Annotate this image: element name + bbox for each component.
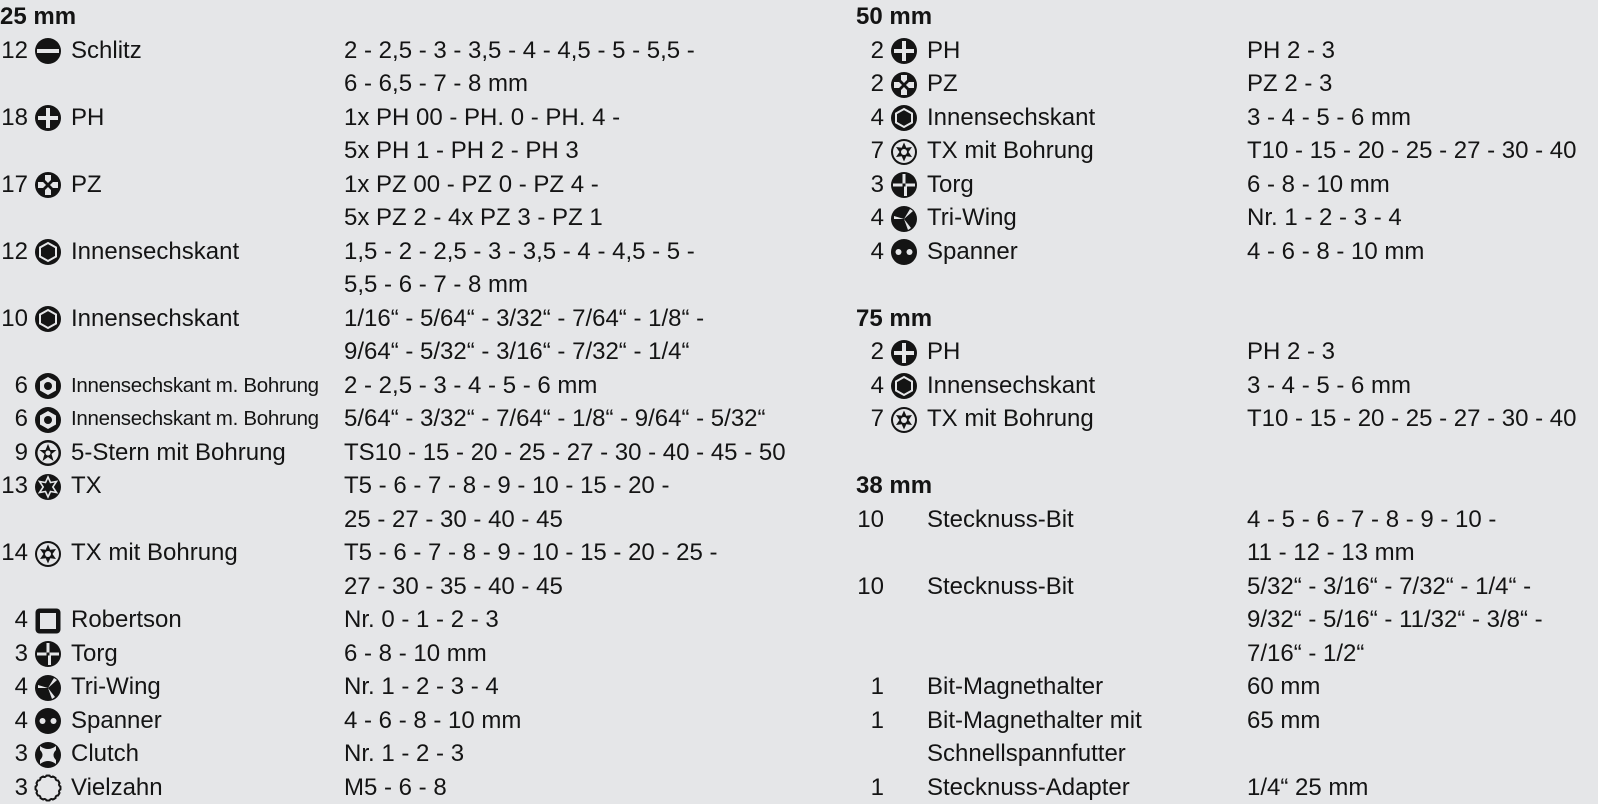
list-item [0,637,800,671]
bit-type-name: TX mit Bohrung [927,402,1094,436]
slot-icon [34,37,62,65]
quantity: 4 [856,369,884,403]
quantity: 2 [856,34,884,68]
size-line: 4 - 6 - 8 - 10 mm [344,704,800,738]
size-values [1247,235,1598,269]
bit-type-name: Torg [927,168,974,202]
quantity: 12 [0,235,28,269]
size-line: 65 mm [1247,704,1598,738]
bit-type-name: Stecknuss-Bit [927,503,1074,537]
hex-tamper-icon [34,406,62,434]
hex-icon [890,372,918,400]
bit-type-name: TX mit Bohrung [71,536,238,570]
list-item [856,335,1598,369]
list-item [856,402,1598,436]
section-title: 38 mm [856,469,1598,503]
size-line: PH 2 - 3 [1247,335,1598,369]
size-values [344,469,800,536]
size-line: 5,5 - 6 - 7 - 8 mm [344,268,800,302]
size-line: 4 - 6 - 8 - 10 mm [1247,235,1598,269]
torx-tamper-icon [890,138,918,166]
size-values [1247,670,1598,704]
quantity: 4 [856,201,884,235]
bit-type-name: PZ [927,67,958,101]
bit-type-name: Clutch [71,737,139,771]
list-item [0,536,800,603]
robertson-icon [34,607,62,635]
size-values [1247,704,1598,771]
section-title: 75 mm [856,302,1598,336]
list-item [856,570,1598,671]
clutch-icon [34,741,62,769]
bit-type-name: PH [927,34,960,68]
pozidriv-icon [34,171,62,199]
list-item [856,670,1598,704]
list-item [856,201,1598,235]
size-line: 1/4“ 25 mm [1247,771,1598,804]
phillips-icon [34,104,62,132]
section-title: 25 mm [0,0,800,34]
list-item [0,603,800,637]
quantity: 4 [0,704,28,738]
size-values [344,637,800,671]
size-line: 7/16“ - 1/2“ [1247,637,1598,671]
size-values [1247,67,1598,101]
section-title: 50 mm [856,0,1598,34]
quantity: 4 [856,235,884,269]
bit-type-name: PH [927,335,960,369]
size-line: PH 2 - 3 [1247,34,1598,68]
bit-type-name: Bit-Magnethalter [927,670,1103,704]
size-line: 1x PZ 00 - PZ 0 - PZ 4 - [344,168,800,202]
size-values [344,302,800,369]
quantity: 3 [856,168,884,202]
bit-type-name: TX mit Bohrung [927,134,1094,168]
quantity: 4 [0,603,28,637]
bit-type-name: Innensechskant m. Bohrung [71,402,319,436]
size-values [344,436,800,470]
quantity: 7 [856,402,884,436]
size-values [1247,335,1598,369]
bit-type-name: Innensechskant [71,302,239,336]
list-item [856,101,1598,135]
list-item [0,737,800,771]
bit-type-name: Tri-Wing [927,201,1017,235]
size-values [344,369,800,403]
size-values [344,101,800,168]
hex-tamper-icon [34,372,62,400]
size-line: Nr. 1 - 2 - 3 [344,737,800,771]
size-values [344,168,800,235]
quantity: 9 [0,436,28,470]
size-values [1247,402,1598,436]
size-line: 5x PH 1 - PH 2 - PH 3 [344,134,800,168]
quantity: 7 [856,134,884,168]
bit-type-name: Stecknuss-Adapter [927,771,1130,804]
bit-type-name: Stecknuss-Bit [927,570,1074,604]
size-values [1247,369,1598,403]
bit-type-name: Spanner [927,235,1018,269]
list-item [856,771,1598,804]
torx-tamper-icon [890,406,918,434]
bit-type-name: Innensechskant [927,369,1095,403]
size-line: 1/16“ - 5/64“ - 3/32“ - 7/64“ - 1/8“ - [344,302,800,336]
quantity: 1 [856,704,884,738]
list-item [0,235,800,302]
size-line: 60 mm [1247,670,1598,704]
size-values [1247,503,1598,570]
size-line: 27 - 30 - 35 - 40 - 45 [344,570,800,604]
hex-icon [890,104,918,132]
size-values [1247,771,1598,804]
bit-type-name: Torg [71,637,118,671]
size-values [344,402,800,436]
pozidriv-icon [890,71,918,99]
size-line: T5 - 6 - 7 - 8 - 9 - 10 - 15 - 20 - 25 - [344,536,800,570]
size-values [344,771,800,804]
list-item [0,369,800,403]
size-values [1247,201,1598,235]
size-line: 2 - 2,5 - 3 - 4 - 5 - 6 mm [344,369,800,403]
list-item [0,302,800,369]
size-values [344,34,800,101]
size-line: 5/64“ - 3/32“ - 7/64“ - 1/8“ - 9/64“ - 5/32“ [344,402,800,436]
torq-icon [890,171,918,199]
tri-wing-icon [34,674,62,702]
hex-icon [34,305,62,333]
list-item [0,704,800,738]
bit-type-name: Spanner [71,704,162,738]
phillips-icon [890,339,918,367]
quantity: 2 [856,67,884,101]
bit-type-name: Vielzahn [71,771,163,804]
size-line: 6 - 8 - 10 mm [1247,168,1598,202]
quantity: 6 [0,402,28,436]
tri-wing-icon [890,205,918,233]
size-line: T5 - 6 - 7 - 8 - 9 - 10 - 15 - 20 - [344,469,800,503]
quantity: 10 [856,503,884,537]
size-line: 9/32“ - 5/16“ - 11/32“ - 3/8“ - [1247,603,1598,637]
size-line: Nr. 0 - 1 - 2 - 3 [344,603,800,637]
size-line: 6 - 6,5 - 7 - 8 mm [344,67,800,101]
bit-type-name: Schlitz [71,34,142,68]
size-line: Nr. 1 - 2 - 3 - 4 [344,670,800,704]
list-item [0,771,800,804]
quantity: 4 [856,101,884,135]
list-item [0,168,800,235]
size-values [1247,168,1598,202]
five-star-icon [34,439,62,467]
size-values [344,737,800,771]
list-item [856,34,1598,68]
size-line: T10 - 15 - 20 - 25 - 27 - 30 - 40 [1247,402,1598,436]
quantity: 12 [0,34,28,68]
bit-type-name: Innensechskant [71,235,239,269]
quantity: 10 [856,570,884,604]
bit-type-name: 5-Stern mit Bohrung [71,436,286,470]
quantity: 6 [0,369,28,403]
size-line: 3 - 4 - 5 - 6 mm [1247,369,1598,403]
bit-type-name: Bit-Magnethalter mit [927,704,1142,738]
torx-tamper-icon [34,540,62,568]
size-line: 6 - 8 - 10 mm [344,637,800,671]
quantity: 17 [0,168,28,202]
list-item [0,469,800,536]
size-line: 4 - 5 - 6 - 7 - 8 - 9 - 10 - [1247,503,1598,537]
size-values [344,670,800,704]
size-values [1247,570,1598,671]
size-line: 3 - 4 - 5 - 6 mm [1247,101,1598,135]
quantity: 1 [856,670,884,704]
phillips-icon [890,37,918,65]
quantity: 3 [0,637,28,671]
quantity: 4 [0,670,28,704]
size-values [344,235,800,302]
list-item [856,67,1598,101]
size-values [1247,134,1598,168]
size-line: 9/64“ - 5/32“ - 3/16“ - 7/32“ - 1/4“ [344,335,800,369]
quantity: 13 [0,469,28,503]
list-item [856,704,1598,771]
size-values [344,704,800,738]
bit-type-name: Robertson [71,603,182,637]
quantity: 14 [0,536,28,570]
torq-icon [34,640,62,668]
size-line: 5/32“ - 3/16“ - 7/32“ - 1/4“ - [1247,570,1598,604]
quantity: 3 [0,737,28,771]
bit-type-name: PH [71,101,104,135]
list-item [0,436,800,470]
list-item [0,670,800,704]
spanner-icon [34,707,62,735]
list-item [856,134,1598,168]
hex-icon [34,238,62,266]
bit-type-name: TX [71,469,102,503]
bit-type-name: Innensechskant m. Bohrung [71,369,319,403]
size-values [1247,101,1598,135]
size-line: 5x PZ 2 - 4x PZ 3 - PZ 1 [344,201,800,235]
quantity: 1 [856,771,884,804]
quantity: 10 [0,302,28,336]
list-item [856,235,1598,269]
size-line: 2 - 2,5 - 3 - 3,5 - 4 - 4,5 - 5 - 5,5 - [344,34,800,68]
size-line: Nr. 1 - 2 - 3 - 4 [1247,201,1598,235]
size-line: 1,5 - 2 - 2,5 - 3 - 3,5 - 4 - 4,5 - 5 - [344,235,800,269]
size-line: 1x PH 00 - PH. 0 - PH. 4 - [344,101,800,135]
quantity: 3 [0,771,28,804]
bit-type-name: Tri-Wing [71,670,161,704]
size-line: TS10 - 15 - 20 - 25 - 27 - 30 - 40 - 45 - 50 [344,436,800,470]
quantity: 2 [856,335,884,369]
size-line: 11 - 12 - 13 mm [1247,536,1598,570]
bit-type-name: Innensechskant [927,101,1095,135]
quantity: 18 [0,101,28,135]
size-values [344,536,800,603]
list-item [856,168,1598,202]
list-item [0,402,800,436]
spanner-icon [890,238,918,266]
size-values [344,603,800,637]
bit-type-name-continued: Schnellspannfutter [927,737,1126,771]
list-item [856,369,1598,403]
list-item [0,101,800,168]
right-column [856,0,1598,804]
torx-icon [34,473,62,501]
size-line: T10 - 15 - 20 - 25 - 27 - 30 - 40 [1247,134,1598,168]
list-item [0,34,800,101]
size-line: PZ 2 - 3 [1247,67,1598,101]
size-values [1247,34,1598,68]
list-item [856,503,1598,570]
size-line: 25 - 27 - 30 - 40 - 45 [344,503,800,537]
bit-type-name: PZ [71,168,102,202]
size-line: M5 - 6 - 8 [344,771,800,804]
